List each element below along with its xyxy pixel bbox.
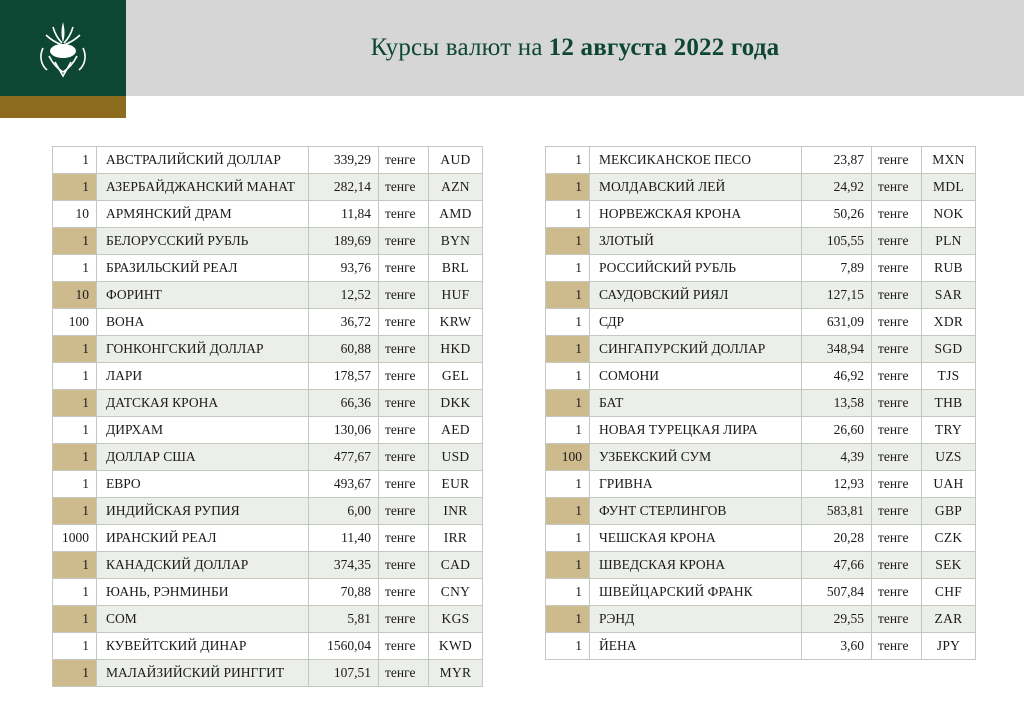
currency-quantity: 1	[546, 228, 590, 255]
table-row	[53, 579, 483, 606]
currency-unit: тенге	[872, 228, 922, 255]
currency-unit: тенге	[379, 174, 429, 201]
currency-name: ГРИВНА	[590, 471, 802, 498]
currency-rate: 46,92	[802, 363, 872, 390]
currency-quantity: 1	[546, 201, 590, 228]
currency-unit: тенге	[872, 471, 922, 498]
currency-unit: тенге	[379, 201, 429, 228]
currency-name: АВСТРАЛИЙСКИЙ ДОЛЛАР	[97, 147, 309, 174]
table-row	[53, 525, 483, 552]
currency-code: AZN	[429, 174, 483, 201]
currency-name: ВОНА	[97, 309, 309, 336]
currency-rate: 36,72	[309, 309, 379, 336]
currency-quantity: 1	[53, 417, 97, 444]
currency-quantity: 1000	[53, 525, 97, 552]
currency-name: КУВЕЙТСКИЙ ДИНАР	[97, 633, 309, 660]
currency-unit: тенге	[872, 498, 922, 525]
currency-quantity: 1	[546, 579, 590, 606]
currency-rate: 70,88	[309, 579, 379, 606]
currency-code: MYR	[429, 660, 483, 687]
currency-name: УЗБЕКСКИЙ СУМ	[590, 444, 802, 471]
currency-code: AMD	[429, 201, 483, 228]
currency-name: СИНГАПУРСКИЙ ДОЛЛАР	[590, 336, 802, 363]
currency-rate: 282,14	[309, 174, 379, 201]
currency-unit: тенге	[379, 255, 429, 282]
currency-rate: 130,06	[309, 417, 379, 444]
currency-rate: 60,88	[309, 336, 379, 363]
currency-name: БЕЛОРУССКИЙ РУБЛЬ	[97, 228, 309, 255]
table-row	[546, 201, 976, 228]
currency-quantity: 1	[53, 660, 97, 687]
currency-unit: тенге	[872, 282, 922, 309]
currency-unit: тенге	[872, 309, 922, 336]
currency-rate: 11,40	[309, 525, 379, 552]
currency-name: ЮАНЬ, РЭНМИНБИ	[97, 579, 309, 606]
currency-rate: 11,84	[309, 201, 379, 228]
currency-unit: тенге	[379, 525, 429, 552]
currency-quantity: 1	[546, 633, 590, 660]
table-row	[546, 471, 976, 498]
currency-rate: 26,60	[802, 417, 872, 444]
table-row	[546, 552, 976, 579]
currency-rate: 12,93	[802, 471, 872, 498]
currency-unit: тенге	[872, 390, 922, 417]
currency-code: SEK	[922, 552, 976, 579]
table-row	[546, 228, 976, 255]
currency-unit: тенге	[379, 633, 429, 660]
currency-rate: 374,35	[309, 552, 379, 579]
currency-unit: тенге	[872, 579, 922, 606]
currency-quantity: 1	[546, 147, 590, 174]
currency-name: ИРАНСКИЙ РЕАЛ	[97, 525, 309, 552]
currency-rate: 1560,04	[309, 633, 379, 660]
currency-quantity: 1	[53, 147, 97, 174]
currency-unit: тенге	[872, 147, 922, 174]
currency-quantity: 1	[53, 174, 97, 201]
page-header	[0, 0, 1024, 96]
table-row	[53, 552, 483, 579]
currency-rate: 105,55	[802, 228, 872, 255]
currency-quantity: 1	[546, 498, 590, 525]
currency-quantity: 1	[546, 282, 590, 309]
currency-code: TJS	[922, 363, 976, 390]
currency-name: БАТ	[590, 390, 802, 417]
currency-name: СОМОНИ	[590, 363, 802, 390]
currency-code: SAR	[922, 282, 976, 309]
currency-name: СОМ	[97, 606, 309, 633]
currency-quantity: 1	[546, 174, 590, 201]
currency-quantity: 1	[53, 444, 97, 471]
table-row	[53, 309, 483, 336]
currency-rate: 348,94	[802, 336, 872, 363]
table-row	[53, 444, 483, 471]
currency-rate: 47,66	[802, 552, 872, 579]
currency-unit: тенге	[872, 201, 922, 228]
currency-quantity: 1	[53, 498, 97, 525]
currency-quantity: 1	[546, 336, 590, 363]
table-row	[53, 633, 483, 660]
currency-unit: тенге	[872, 606, 922, 633]
table-row	[546, 147, 976, 174]
currency-name: ЗЛОТЫЙ	[590, 228, 802, 255]
currency-code: USD	[429, 444, 483, 471]
currency-code: RUB	[922, 255, 976, 282]
currency-name: ДАТСКАЯ КРОНА	[97, 390, 309, 417]
currency-unit: тенге	[872, 255, 922, 282]
currency-rate: 93,76	[309, 255, 379, 282]
table-row	[53, 174, 483, 201]
currency-quantity: 100	[53, 309, 97, 336]
currency-rate: 583,81	[802, 498, 872, 525]
currency-rate: 507,84	[802, 579, 872, 606]
currency-quantity: 1	[53, 606, 97, 633]
currency-rate: 493,67	[309, 471, 379, 498]
currency-code: ZAR	[922, 606, 976, 633]
currency-code: KRW	[429, 309, 483, 336]
currency-code: HKD	[429, 336, 483, 363]
rates-table-left-wrap	[52, 146, 482, 687]
currency-unit: тенге	[379, 228, 429, 255]
table-row	[53, 606, 483, 633]
currency-rate: 50,26	[802, 201, 872, 228]
currency-name: РЭНД	[590, 606, 802, 633]
table-row	[546, 633, 976, 660]
currency-unit: тенге	[379, 498, 429, 525]
currency-unit: тенге	[872, 363, 922, 390]
table-row	[53, 417, 483, 444]
currency-unit: тенге	[379, 606, 429, 633]
currency-rate: 6,00	[309, 498, 379, 525]
currency-name: РОССИЙСКИЙ РУБЛЬ	[590, 255, 802, 282]
currency-unit: тенге	[872, 525, 922, 552]
currency-name: МЕКСИКАНСКОЕ ПЕСО	[590, 147, 802, 174]
table-row	[546, 363, 976, 390]
currency-code: UZS	[922, 444, 976, 471]
currency-rate: 339,29	[309, 147, 379, 174]
table-row	[53, 228, 483, 255]
currency-unit: тенге	[872, 552, 922, 579]
currency-quantity: 1	[546, 417, 590, 444]
currency-rate: 178,57	[309, 363, 379, 390]
currency-unit: тенге	[379, 309, 429, 336]
logo-accent-bar	[0, 96, 126, 118]
currency-name: ФУНТ СТЕРЛИНГОВ	[590, 498, 802, 525]
currency-rate: 189,69	[309, 228, 379, 255]
currency-name: АЗЕРБАЙДЖАНСКИЙ МАНАТ	[97, 174, 309, 201]
currency-name: ФОРИНТ	[97, 282, 309, 309]
currency-unit: тенге	[379, 363, 429, 390]
national-bank-emblem-icon	[31, 18, 95, 80]
currency-rate: 127,15	[802, 282, 872, 309]
logo-block	[0, 0, 126, 96]
currency-rate: 20,28	[802, 525, 872, 552]
currency-quantity: 1	[546, 255, 590, 282]
currency-name: ЧЕШСКАЯ КРОНА	[590, 525, 802, 552]
currency-name: ЛАРИ	[97, 363, 309, 390]
currency-unit: тенге	[872, 336, 922, 363]
currency-unit: тенге	[379, 660, 429, 687]
table-row	[53, 201, 483, 228]
currency-code: BYN	[429, 228, 483, 255]
currency-unit: тенге	[872, 444, 922, 471]
rates-table-right	[545, 146, 976, 660]
currency-quantity: 10	[53, 282, 97, 309]
currency-code: HUF	[429, 282, 483, 309]
table-row	[546, 390, 976, 417]
table-row	[53, 363, 483, 390]
currency-quantity: 1	[53, 228, 97, 255]
footer-spacer	[0, 705, 1024, 723]
currency-name: КАНАДСКИЙ ДОЛЛАР	[97, 552, 309, 579]
currency-code: EUR	[429, 471, 483, 498]
currency-name: ШВЕДСКАЯ КРОНА	[590, 552, 802, 579]
currency-rate: 24,92	[802, 174, 872, 201]
currency-name: ЕВРО	[97, 471, 309, 498]
currency-quantity: 1	[546, 363, 590, 390]
table-row	[53, 660, 483, 687]
rates-table-left	[52, 146, 483, 687]
currency-name: МОЛДАВСКИЙ ЛЕЙ	[590, 174, 802, 201]
currency-code: XDR	[922, 309, 976, 336]
currency-quantity: 1	[53, 255, 97, 282]
currency-code: MXN	[922, 147, 976, 174]
currency-code: DKK	[429, 390, 483, 417]
rates-table-right-wrap	[545, 146, 975, 660]
page-title-date: 12 августа 2022 года	[548, 34, 780, 61]
currency-name: ДИРХАМ	[97, 417, 309, 444]
currency-name: ДОЛЛАР США	[97, 444, 309, 471]
currency-code: JPY	[922, 633, 976, 660]
table-row	[53, 147, 483, 174]
currency-rate: 631,09	[802, 309, 872, 336]
currency-quantity: 1	[53, 336, 97, 363]
currency-rate: 12,52	[309, 282, 379, 309]
currency-code: KWD	[429, 633, 483, 660]
currency-code: SGD	[922, 336, 976, 363]
table-row	[546, 174, 976, 201]
table-row	[546, 282, 976, 309]
currency-rate: 13,58	[802, 390, 872, 417]
currency-code: AED	[429, 417, 483, 444]
table-row	[53, 282, 483, 309]
table-row	[546, 444, 976, 471]
currency-code: NOK	[922, 201, 976, 228]
currency-rate: 7,89	[802, 255, 872, 282]
currency-code: IRR	[429, 525, 483, 552]
currency-quantity: 10	[53, 201, 97, 228]
currency-name: АРМЯНСКИЙ ДРАМ	[97, 201, 309, 228]
currency-code: INR	[429, 498, 483, 525]
table-row	[546, 309, 976, 336]
currency-quantity: 1	[546, 606, 590, 633]
currency-unit: тенге	[379, 390, 429, 417]
page-title	[126, 0, 1024, 96]
currency-rate: 29,55	[802, 606, 872, 633]
currency-quantity: 1	[53, 552, 97, 579]
currency-code: MDL	[922, 174, 976, 201]
currency-code: PLN	[922, 228, 976, 255]
currency-code: UAH	[922, 471, 976, 498]
table-row	[546, 606, 976, 633]
currency-unit: тенге	[379, 336, 429, 363]
currency-rate: 107,51	[309, 660, 379, 687]
currency-quantity: 1	[546, 309, 590, 336]
currency-unit: тенге	[379, 444, 429, 471]
currency-unit: тенге	[379, 579, 429, 606]
table-row	[546, 336, 976, 363]
table-row	[53, 471, 483, 498]
currency-rate: 4,39	[802, 444, 872, 471]
currency-code: TRY	[922, 417, 976, 444]
currency-quantity: 1	[546, 390, 590, 417]
table-row	[546, 498, 976, 525]
currency-rate: 3,60	[802, 633, 872, 660]
currency-quantity: 100	[546, 444, 590, 471]
table-row	[53, 390, 483, 417]
currency-quantity: 1	[546, 525, 590, 552]
currency-unit: тенге	[872, 174, 922, 201]
currency-rate: 23,87	[802, 147, 872, 174]
currency-quantity: 1	[53, 390, 97, 417]
currency-name: ШВЕЙЦАРСКИЙ ФРАНК	[590, 579, 802, 606]
currency-code: BRL	[429, 255, 483, 282]
table-row	[546, 255, 976, 282]
currency-name: САУДОВСКИЙ РИЯЛ	[590, 282, 802, 309]
currency-quantity: 1	[546, 471, 590, 498]
currency-unit: тенге	[379, 282, 429, 309]
currency-name: ГОНКОНГСКИЙ ДОЛЛАР	[97, 336, 309, 363]
currency-unit: тенге	[872, 417, 922, 444]
currency-unit: тенге	[379, 471, 429, 498]
table-row	[546, 525, 976, 552]
currency-code: CHF	[922, 579, 976, 606]
currency-rate: 66,36	[309, 390, 379, 417]
currency-unit: тенге	[379, 147, 429, 174]
page-title-prefix: Курсы валют на	[370, 34, 543, 61]
currency-quantity: 1	[53, 579, 97, 606]
currency-rate: 477,67	[309, 444, 379, 471]
currency-name: ИНДИЙСКАЯ РУПИЯ	[97, 498, 309, 525]
currency-unit: тенге	[379, 417, 429, 444]
currency-name: НОВАЯ ТУРЕЦКАЯ ЛИРА	[590, 417, 802, 444]
currency-name: МАЛАЙЗИЙСКИЙ РИНГГИТ	[97, 660, 309, 687]
currency-code: AUD	[429, 147, 483, 174]
currency-unit: тенге	[379, 552, 429, 579]
currency-code: GBP	[922, 498, 976, 525]
currency-code: CNY	[429, 579, 483, 606]
currency-code: THB	[922, 390, 976, 417]
table-row	[53, 336, 483, 363]
currency-name: НОРВЕЖСКАЯ КРОНА	[590, 201, 802, 228]
currency-code: CAD	[429, 552, 483, 579]
currency-code: KGS	[429, 606, 483, 633]
table-row	[53, 498, 483, 525]
currency-quantity: 1	[546, 552, 590, 579]
table-row	[546, 579, 976, 606]
currency-code: CZK	[922, 525, 976, 552]
currency-quantity: 1	[53, 363, 97, 390]
currency-rate: 5,81	[309, 606, 379, 633]
currency-quantity: 1	[53, 633, 97, 660]
currency-unit: тенге	[872, 633, 922, 660]
table-row	[546, 417, 976, 444]
currency-name: ЙЕНА	[590, 633, 802, 660]
currency-name: БРАЗИЛЬСКИЙ РЕАЛ	[97, 255, 309, 282]
currency-code: GEL	[429, 363, 483, 390]
currency-name: СДР	[590, 309, 802, 336]
table-row	[53, 255, 483, 282]
currency-quantity: 1	[53, 471, 97, 498]
